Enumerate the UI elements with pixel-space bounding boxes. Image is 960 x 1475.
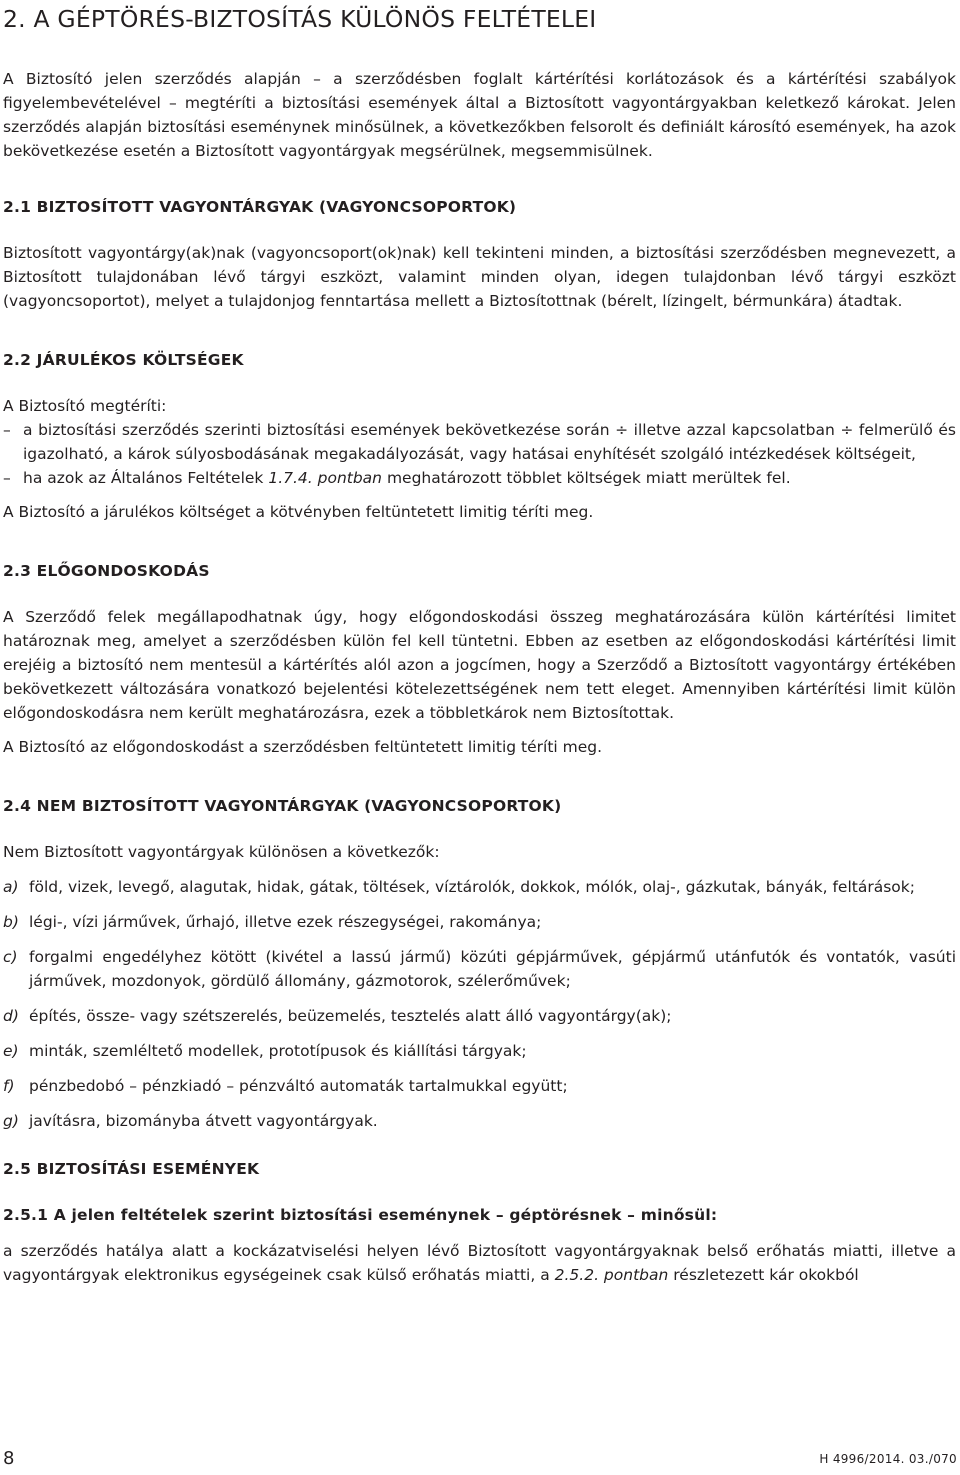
section-2-2-cost-list <box>3 418 956 490</box>
list-item <box>3 418 956 466</box>
section-2-1-heading: 2.1 BIZTOSÍTOTT VAGYONTÁRGYAK (VAGYONCSOPORTOK) <box>3 198 517 216</box>
list-item-text: ha azok az Általános Feltételek <box>23 469 269 487</box>
excluded-assets-list <box>3 875 956 1133</box>
section-2-5-heading: 2.5 BIZTOSÍTÁSI ESEMÉNYEK <box>3 1160 260 1178</box>
item-marker: b) <box>3 913 19 931</box>
item-marker: c) <box>3 948 18 966</box>
page-footer <box>0 1448 960 1472</box>
section-2-1-text: Biztosított vagyontárgy(ak)nak (vagyoncsoport(ok)nak) kell tekinteni minden, a biztosítási szerződésben megnevezett, a Biztosított tulajdonában lévő tárgyi eszközt, valamint minden olyan, idegen tulajdonban lévő tárgyi eszközt (vagyoncsoportot), melyet a tulajdonjog fenntartása mellett a Biztosítottnak (bérelt, lízingelt, bérmunkára) átadtak. <box>3 244 956 310</box>
list-item-text: forgalmi engedélyhez kötött (kivétel a lassú jármű) közúti gépjárművek, gépjármű utánfutók és vontatók, vasúti járművek, mozdonyok, gördülő állomány, gázmotorok, szélerőművek; <box>29 948 956 990</box>
list-item <box>3 1074 956 1098</box>
paragraph-text: részletezett kár okokból <box>668 1266 859 1284</box>
section-2-5-1-heading: 2.5.1 A jelen feltételek szerint biztosítási eseménynek – géptörésnek – minősül: <box>3 1206 718 1224</box>
section-2-3-heading: 2.3 ELŐGONDOSKODÁS <box>3 562 210 580</box>
item-marker: e) <box>3 1042 19 1060</box>
document-code: H 4996/2014. 03./070 <box>819 1452 957 1466</box>
item-marker: f) <box>3 1077 15 1095</box>
list-item <box>3 910 956 934</box>
list-item <box>3 1004 956 1028</box>
list-item <box>3 945 956 993</box>
list-item-text: minták, szemléltető modellek, prototípusok és kiállítási tárgyak; <box>29 1042 527 1060</box>
list-item-text: javításra, bizományba átvett vagyontárgyak. <box>29 1112 378 1130</box>
dash-marker: – <box>3 421 11 439</box>
list-item <box>3 875 956 899</box>
cross-reference: 2.5.2. pontban <box>554 1266 669 1284</box>
section-2-2-lead: A Biztosító megtéríti: <box>3 397 167 415</box>
list-item-text: a biztosítási szerződés szerinti biztosítási események bekövetkezése során ÷ illetve azzal kapcsolatban ÷ felmerülő és igazolható, a károk súlyosbodásának megakadályozását, vagy hatásai enyhítését szolgáló intézkedések költségeit, <box>23 421 956 463</box>
section-2-3-text: A Szerződő felek megállapodhatnak úgy, hogy előgondoskodási összeg meghatározására külön kártérítési limitet határoznak meg, amelyet a szerződésben külön fel kell tüntetni. Ebben az esetben az előgondoskodási kártérítési limit erejéig a biztosító nem mentesül a kártérítés alól azon a jogcímen, hogy a Szerződő a Biztosított vagyontárgy értékében bekövetkezett változására vonatkozó bejelentési kötelezettségének nem tett eleget. Amennyiben kártérítési limit külön előgondoskodásra nem került meghatározásra, ezek a többletkárok nem Biztosítottak. <box>3 608 956 722</box>
list-item-text: meghatározott többlet költségek miatt merültek fel. <box>382 469 791 487</box>
section-2-5-1-text <box>3 1239 956 1287</box>
section-2-3-closing: A Biztosító az előgondoskodást a szerződésben feltüntetett limitig téríti meg. <box>3 738 603 756</box>
list-item <box>3 1039 956 1063</box>
section-2-2-closing: A Biztosító a járulékos költséget a kötvényben feltüntetett limitig téríti meg. <box>3 503 594 521</box>
page-number: 8 <box>3 1448 15 1469</box>
list-item-text: építés, össze- vagy szétszerelés, beüzemelés, tesztelés alatt álló vagyontárgy(ak); <box>29 1007 672 1025</box>
cross-reference: 1.7.4. pontban <box>268 469 383 487</box>
paragraph-text: a szerződés hatálya alatt a kockázatviselési helyen lévő Biztosított vagyontárgyaknak belső erőhatás miatti, illetve a vagyontárgyak elektronikus egységeinek csak külső erőhatás miatti, a <box>3 1242 956 1284</box>
list-item-text: légi-, vízi járművek, űrhajó, illetve ezek részegységei, rakománya; <box>29 913 542 931</box>
list-item-text: pénzbedobó – pénzkiadó – pénzváltó automaták tartalmukkal együtt; <box>29 1077 568 1095</box>
section-2-2-heading: 2.2 JÁRULÉKOS KÖLTSÉGEK <box>3 351 244 369</box>
list-item <box>3 466 956 490</box>
document-title: 2. A GÉPTÖRÉS-BIZTOSÍTÁS KÜLÖNÖS FELTÉTELEI <box>3 5 597 33</box>
item-marker: g) <box>3 1112 19 1130</box>
section-2-4-lead: Nem Biztosított vagyontárgyak különösen a következők: <box>3 843 440 861</box>
list-item <box>3 1109 956 1133</box>
section-2-4-heading: 2.4 NEM BIZTOSÍTOTT VAGYONTÁRGYAK (VAGYONCSOPORTOK) <box>3 797 562 815</box>
dash-marker: – <box>3 469 11 487</box>
item-marker: d) <box>3 1007 19 1025</box>
item-marker: a) <box>3 878 19 896</box>
list-item-text: föld, vizek, levegő, alagutak, hidak, gátak, töltések, víztárolók, dokkok, mólók, olaj-, gázkutak, bányák, feltárások; <box>29 878 915 896</box>
intro-paragraph: A Biztosító jelen szerződés alapján – a szerződésben foglalt kártérítési korlátozások és a kártérítési szabályok figyelembevételével – megtéríti a biztosítási események által a Biztosított vagyontárgyakban keletkező károkat. Jelen szerződés alapján biztosítási eseménynek minősülnek, a következőkben felsorolt és definiált károsító események, ha azok bekövetkezése esetén a Biztosított vagyontárgyak megsérülnek, megsemmisülnek. <box>3 70 956 160</box>
